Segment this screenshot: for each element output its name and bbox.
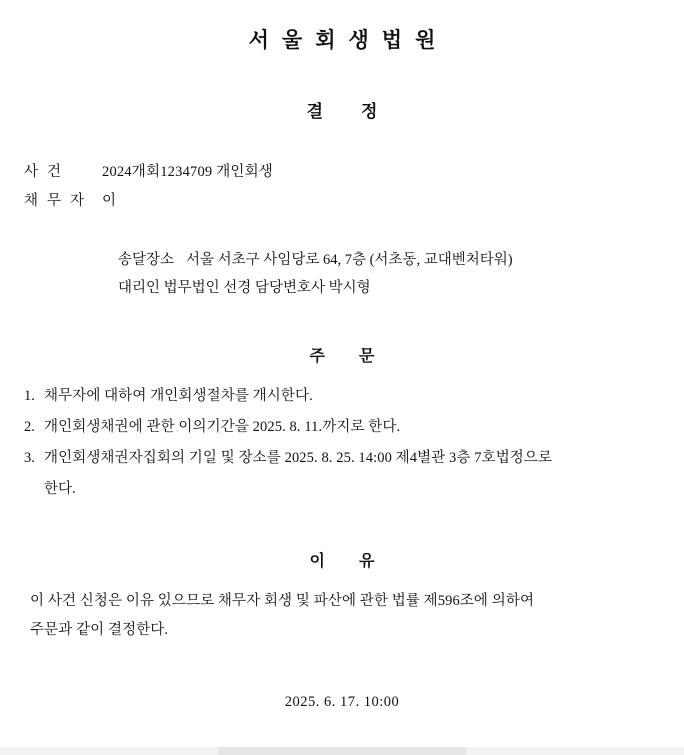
debtor-label: 채무자 (24, 193, 94, 210)
reason-line-2: 주문과 같이 결정한다. (30, 622, 169, 639)
court-title: 서울회생법원 (248, 28, 449, 52)
case-info-block (24, 158, 660, 216)
document-title: 결정 (306, 102, 416, 122)
service-address-line (118, 246, 660, 274)
debtor-row (24, 187, 660, 216)
reason-body (24, 587, 660, 646)
service-address-block (118, 246, 660, 303)
order-item-number: 2. (24, 418, 35, 435)
case-number-label: 사건 (24, 164, 71, 181)
order-item-number: 1. (24, 387, 35, 404)
service-address-label: 송달장소 (118, 252, 175, 269)
order-item (24, 413, 660, 442)
reason-section-title: 이유 (309, 552, 409, 570)
order-item-number: 3. (24, 449, 35, 466)
decision-datetime: 2025. 6. 17. 10:00 (284, 694, 400, 711)
order-section-title: 주문 (309, 347, 409, 365)
case-number-value: 2024개회1234709 개인회생 (102, 164, 274, 181)
page-bottom-edge-inner (218, 747, 466, 755)
order-item-text: 채무자에 대하여 개인회생절차를 개시한다. (44, 387, 313, 404)
order-list (24, 382, 660, 504)
order-item (24, 444, 660, 473)
decision-document-page (0, 28, 684, 755)
order-item-text: 개인회생채권에 관한 이의기간을 2025. 8. 11.까지로 한다. (44, 418, 401, 435)
order-item-text: 개인회생채권자집회의 기일 및 장소를 2025. 8. 25. 14:00 제4별관 3층 7호법정으로 (44, 449, 553, 466)
page-bottom-edge (0, 747, 684, 755)
debtor-value: 이 (102, 193, 117, 210)
order-item (24, 382, 660, 411)
reason-line-1: 이 사건 신청은 이유 있으므로 채무자 회생 및 파산에 관한 법률 제596조에 의하여 (30, 592, 535, 609)
case-number-row (24, 158, 660, 187)
service-address-value: 서울 서초구 사임당로 64, 7층 (서초동, 교대벤처타워) (186, 252, 513, 269)
agent-line: 대리인 법무법인 선경 담당변호사 박시형 (118, 280, 371, 297)
order-item-continuation: 한다. (44, 480, 76, 497)
